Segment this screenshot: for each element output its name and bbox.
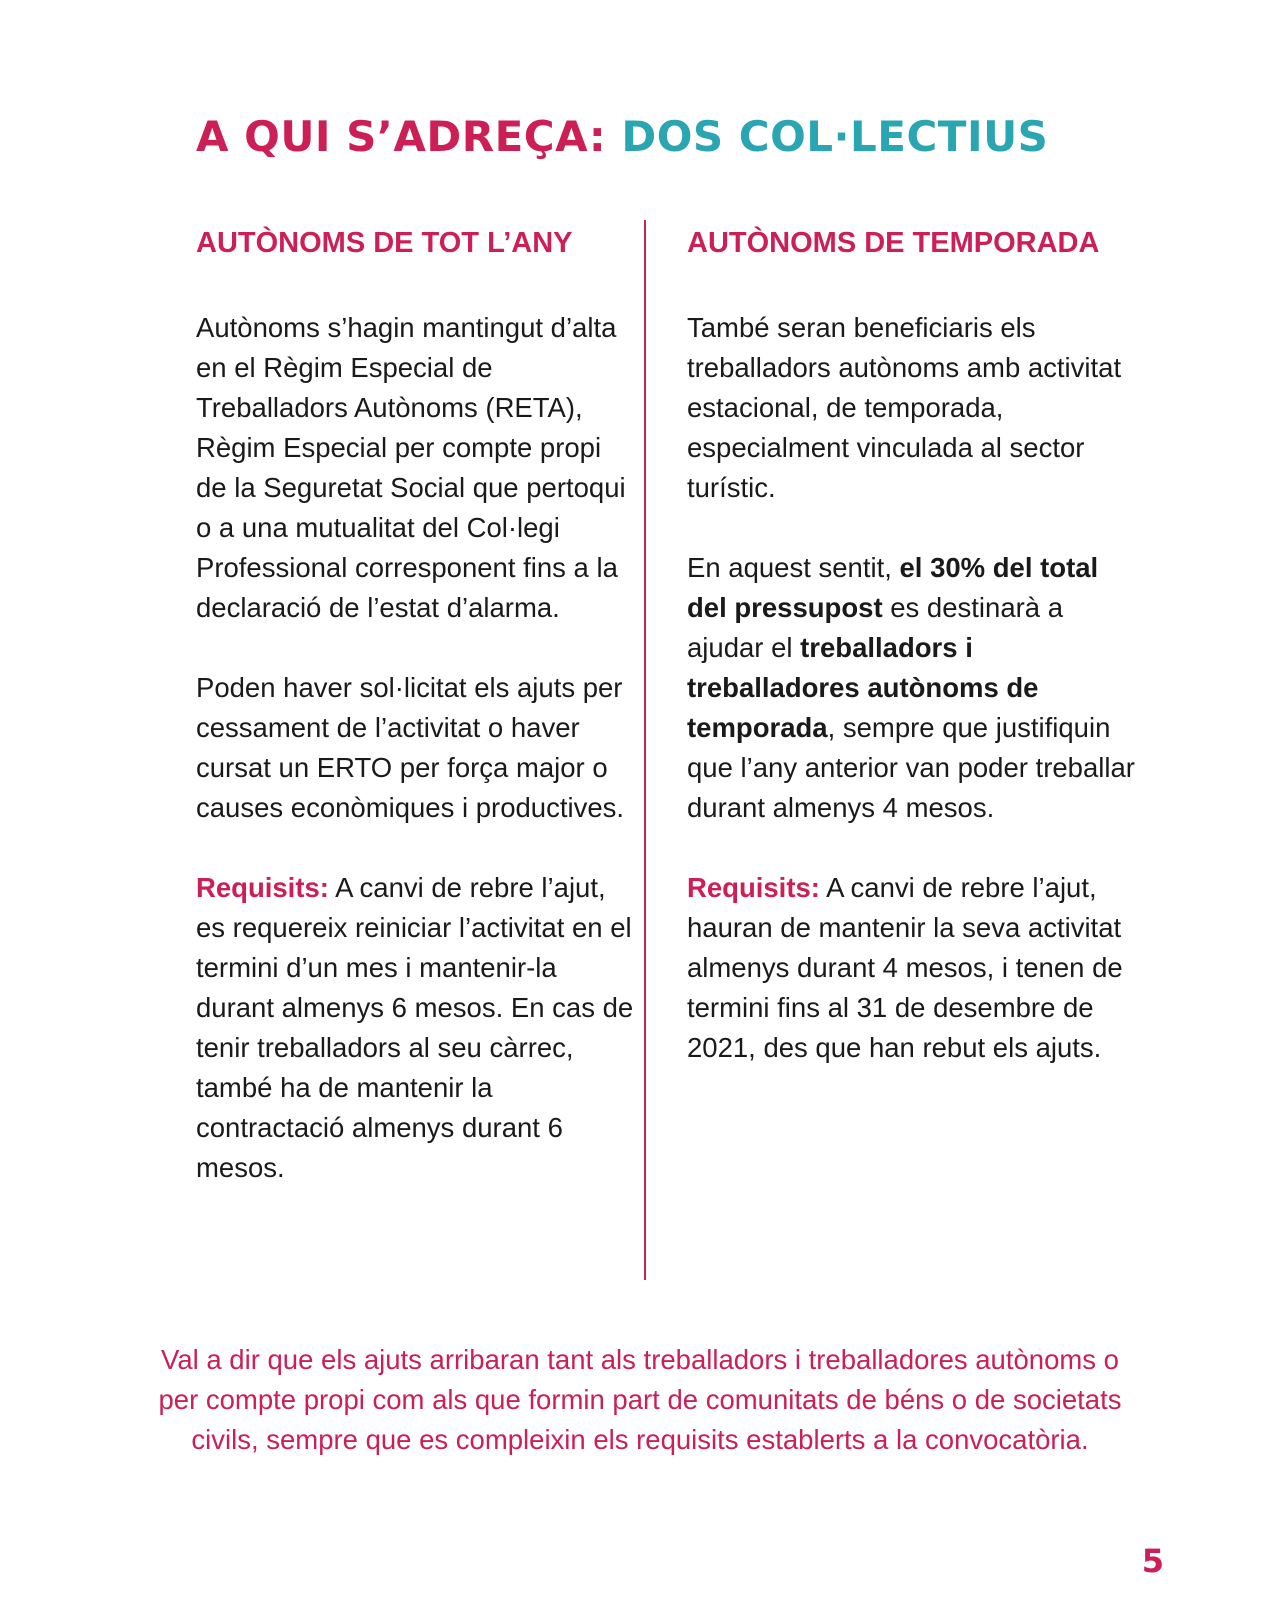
right-requirements — [687, 868, 1137, 1068]
column-divider — [644, 220, 646, 1280]
page-title-part2: DOS COL·LECTIUS — [621, 112, 1049, 161]
left-column-heading: AUTÒNOMS DE TOT L’ANY — [196, 227, 573, 259]
requirements-label: Requisits: — [687, 872, 820, 903]
page-title — [196, 112, 1048, 161]
right-column-heading: AUTÒNOMS DE TEMPORADA — [687, 227, 1100, 259]
page-number: 5 — [1141, 1542, 1164, 1580]
requirements-text: A canvi de rebre l’ajut, es requereix reiniciar l’activitat en el termini d’un mes i mantenir-la durant almenys 6 mesos. En cas de tenir treballadors al seu càrrec, també ha de mantenir la contractació almenys durant 6 mesos. — [196, 872, 634, 1183]
right-paragraph-1: També seran beneficiaris els treballadors autònoms amb activitat estacional, de temporada, especialment vinculada al sector turístic. — [687, 312, 1122, 503]
left-column — [196, 220, 636, 1188]
left-paragraph-2: Poden haver sol·licitat els ajuts per cessament de l’activitat o haver cursat un ERTO per força major o causes econòmiques i productives. — [196, 672, 625, 823]
left-paragraph-1: Autònoms s’hagin mantingut d’alta en el Règim Especial de Treballadors Autònoms (RETA), Règim Especial per compte propi de la Seguretat Social que pertoqui o a una mutualitat del Col·legi Professional corresponent fins a la declaració de l’estat d’alarma. — [196, 312, 626, 623]
para2-bold-workers: treballadors i treballadores autònoms de temporada — [687, 632, 1039, 743]
requirements-label: Requisits: — [196, 872, 329, 903]
page-title-part1: A QUI S’ADREÇA: — [196, 112, 607, 161]
left-requirements — [196, 868, 636, 1188]
requirements-text: A canvi de rebre l’ajut, hauran de mantenir la seva activitat almenys durant 4 mesos, i tenen de termini fins al 31 de desembre de 2021, des que han rebut els ajuts. — [687, 872, 1123, 1063]
para2-text-c: es destinarà a ajudar el — [687, 592, 1063, 663]
right-paragraph-2 — [687, 548, 1137, 828]
para2-text-e: , sempre que justifiquin que l’any anterior van poder treballar durant almenys 4 mesos. — [687, 712, 1135, 823]
para2-bold-budget: el 30% del total del pressupost — [687, 552, 1099, 623]
right-column — [687, 220, 1137, 1068]
para2-text-a: En aquest sentit, — [687, 552, 900, 583]
footer-note: Val a dir que els ajuts arribaran tant als treballadors i treballadores autònoms o per compte propi com als que formin part de comunitats de béns o de societats civils, sempre que es compleixin els requisits establerts a la convocatòria. — [158, 1344, 1122, 1455]
